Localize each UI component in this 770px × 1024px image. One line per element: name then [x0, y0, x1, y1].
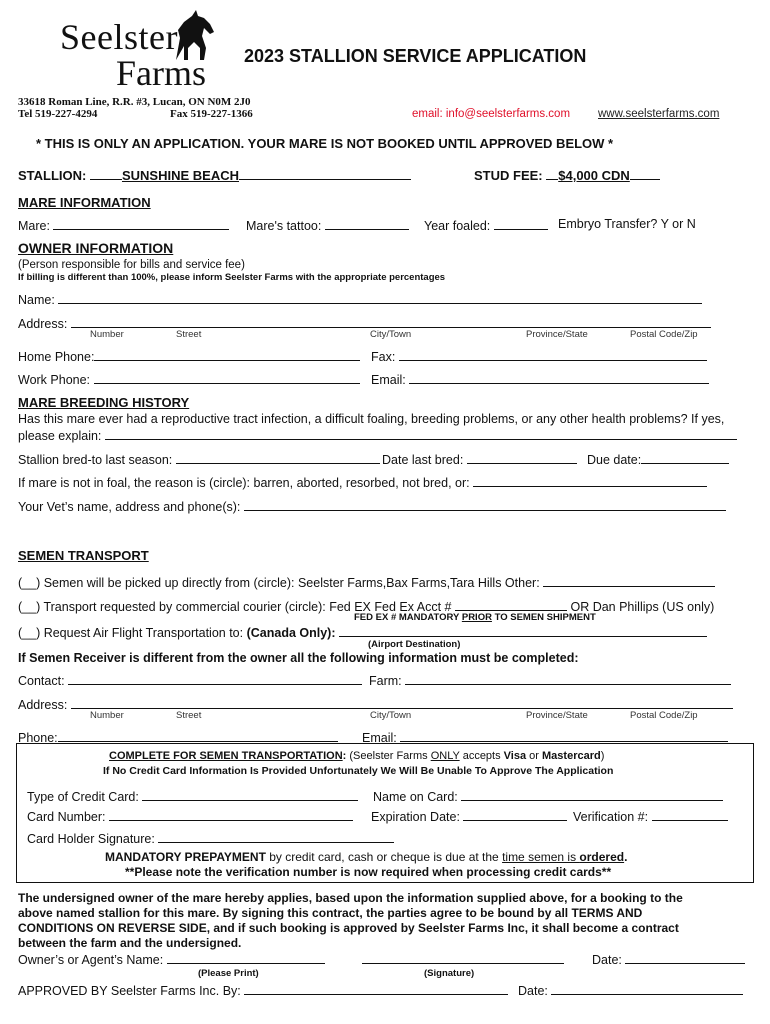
farm-address: 33618 Roman Line, R.R. #3, Lucan, ON N0M 2J0 — [18, 96, 251, 108]
owner-name-field[interactable] — [58, 291, 702, 304]
owner-address-field[interactable] — [71, 315, 711, 328]
owner-date-row — [592, 951, 745, 967]
fedex-note-a: FED EX # MANDATORY — [354, 612, 462, 623]
approved-date-field[interactable] — [551, 982, 743, 995]
owner-agent-label: Owner’s or Agent’s Name: — [18, 953, 164, 967]
owner-name-label: Name: — [18, 293, 55, 307]
owner-address-part-number: Number — [90, 329, 124, 340]
work-phone-row — [18, 371, 360, 387]
transport-phone-field[interactable] — [58, 729, 338, 742]
stallion-row — [18, 167, 411, 183]
receiver-note: If Semen Receiver is different from the owner all the following information must be completed: — [18, 651, 579, 665]
approved-label: APPROVED BY Seelster Farms Inc. By: — [18, 984, 241, 998]
visa-label: Visa — [503, 750, 527, 762]
bred-to-label: Stallion bred-to last season: — [18, 453, 173, 467]
transport-option-pickup-label: (__) Semen will be picked up directly from (circle): Seelster Farms,Bax Farms,Tara Hills Other: — [18, 576, 540, 590]
tattoo-label: Mare's tattoo: — [246, 219, 322, 233]
due-date-field[interactable] — [641, 451, 729, 464]
card-number-label: Card Number: — [27, 810, 106, 824]
home-phone-field[interactable] — [94, 348, 360, 361]
contact-label: Contact: — [18, 674, 65, 688]
foaled-label: Year foaled: — [424, 219, 491, 233]
card-type-row — [27, 788, 358, 804]
expiration-field[interactable] — [463, 808, 567, 821]
owner-email-field[interactable] — [409, 371, 709, 384]
owner-fax-row — [371, 348, 707, 364]
history-explain-field[interactable] — [105, 427, 737, 440]
history-question-line1: Has this mare ever had a reproductive tract infection, a difficult foaling, breeding problems, or any other health problems? If yes, — [18, 412, 725, 426]
card-type-label: Type of Credit Card: — [27, 790, 139, 804]
owner-address-part-postal: Postal Code/Zip — [630, 329, 698, 340]
name-on-card-label: Name on Card: — [373, 790, 458, 804]
vet-label: Your Vet’s name, address and phone(s): — [18, 500, 241, 514]
dan-phillips-label: OR Dan Phillips (US only) — [570, 600, 715, 614]
payment-heading: COMPLETE FOR SEMEN TRANSPORTATION — [109, 750, 343, 762]
card-signature-row — [27, 830, 394, 846]
owner-email-label: Email: — [371, 373, 406, 387]
mare-label: Mare: — [18, 219, 50, 233]
transport-option-air[interactable] — [18, 624, 707, 640]
owner-name-row — [18, 291, 702, 307]
mastercard-label: Mastercard — [542, 750, 601, 762]
owner-signature-row — [18, 951, 564, 967]
horse-icon — [170, 8, 218, 62]
name-on-card-field[interactable] — [461, 788, 723, 801]
contact-field[interactable] — [68, 672, 362, 685]
foaled-row — [424, 217, 548, 233]
owner-signature-field[interactable] — [362, 951, 564, 964]
tattoo-field[interactable] — [325, 217, 409, 230]
transport-email-label: Email: — [362, 731, 397, 745]
stud-fee-value[interactable]: $4,000 CDN — [558, 168, 630, 183]
payment-box — [16, 743, 754, 883]
airport-field[interactable] — [339, 624, 707, 637]
history-question-label: please explain: — [18, 429, 102, 443]
booking-notice: * THIS IS ONLY AN APPLICATION. YOUR MARE IS NOT BOOKED UNTIL APPROVED BELOW * — [36, 136, 614, 151]
pickup-other-field[interactable] — [543, 574, 715, 587]
stallion-value[interactable]: SUNSHINE BEACH — [121, 168, 239, 183]
farm-tel: Tel 519-227-4294 — [18, 108, 98, 120]
page-title: 2023 STALLION SERVICE APPLICATION — [244, 46, 587, 66]
fedex-account-field[interactable] — [455, 598, 567, 611]
approved-signature-field[interactable] — [244, 982, 508, 995]
verification-field[interactable] — [652, 808, 728, 821]
card-number-field[interactable] — [109, 808, 353, 821]
mare-row — [18, 217, 229, 233]
verification-label: Verification #: — [573, 810, 649, 824]
name-on-card-row — [373, 788, 723, 804]
owner-info-heading: OWNER INFORMATION — [18, 240, 174, 256]
farm-field[interactable] — [405, 672, 731, 685]
embryo-transfer[interactable]: Embryo Transfer? Y or N — [558, 217, 696, 231]
agreement-line2: above named stallion for this mare. By signing this contract, the parties agree to be bound by all TERMS AND — [18, 906, 643, 920]
stallion-label: STALLION: — [18, 168, 87, 183]
farm-fax: Fax 519-227-1366 — [170, 108, 253, 120]
approved-row — [18, 982, 508, 998]
owner-address-label: Address: — [18, 317, 68, 331]
owner-address-part-province: Province/State — [526, 329, 588, 340]
transport-phone-label: Phone: — [18, 731, 58, 745]
not-in-foal-label: If mare is not in foal, the reason is (circle): barren, aborted, resorbed, not bred, or: — [18, 476, 470, 490]
owner-sub1: (Person responsible for bills and service fee) — [18, 259, 245, 271]
expiration-row — [371, 808, 567, 824]
work-phone-label: Work Phone: — [18, 373, 91, 387]
history-question-line2 — [18, 427, 737, 443]
logo-text-seelster: Seelster — [60, 17, 178, 57]
payment-heading-row: COMPLETE FOR SEMEN TRANSPORTATION: (Seelster Farms ONLY accepts Visa or Mastercard) — [109, 750, 605, 762]
transport-address-label: Address: — [18, 698, 68, 712]
contact-row — [18, 672, 362, 688]
transport-option-air-label: (__) Request Air Flight Transportation to: — [18, 626, 247, 640]
due-date-label: Due date: — [587, 453, 642, 467]
bred-to-row — [18, 451, 380, 467]
semen-transport-heading: SEMEN TRANSPORT — [18, 548, 149, 563]
due-date-row — [587, 451, 729, 467]
fedex-note-b: TO SEMEN SHIPMENT — [491, 612, 596, 623]
signature-caption: (Signature) — [424, 968, 475, 979]
breeding-history-heading: MARE BREEDING HISTORY — [18, 395, 190, 410]
transport-address-part-province: Province/State — [526, 710, 588, 721]
farm-email[interactable]: email: info@seelsterfarms.com — [412, 108, 571, 120]
owner-fax-field[interactable] — [399, 348, 707, 361]
owner-date-field[interactable] — [625, 951, 745, 964]
fedex-note-prior: PRIOR — [461, 612, 492, 623]
transport-address-part-city: City/Town — [370, 710, 412, 721]
owner-email-row — [371, 371, 709, 387]
stud-fee-row — [474, 167, 660, 183]
farm-website[interactable]: www.seelsterfarms.com — [598, 108, 720, 120]
airport-destination-label: (Airport Destination) — [368, 639, 461, 650]
vet-row — [18, 498, 726, 514]
mare-info-heading: MARE INFORMATION — [18, 195, 151, 210]
home-phone-row — [18, 348, 360, 364]
date-bred-row — [382, 451, 577, 467]
transport-option-courier-label: (__) Transport requested by commercial courier (circle): Fed EX Fed Ex Acct # — [18, 600, 452, 614]
approved-date-label: Date: — [518, 984, 548, 998]
agreement-line3: CONDITIONS ON REVERSE SIDE, and if such booking is approved by Seelster Farms Inc, it shall become a contract — [18, 921, 679, 935]
fedex-note — [354, 612, 596, 623]
expiration-label: Expiration Date: — [371, 810, 460, 824]
transport-address-part-street: Street — [176, 710, 202, 721]
card-type-field[interactable] — [142, 788, 358, 801]
vet-field[interactable] — [244, 498, 726, 511]
farm-label: Farm: — [369, 674, 402, 688]
owner-fax-label: Fax: — [371, 350, 396, 364]
please-print-label: (Please Print) — [198, 968, 259, 979]
date-bred-label: Date last bred: — [382, 453, 464, 467]
logo — [60, 8, 220, 92]
owner-sub2: If billing is different than 100%, please inform Seelster Farms with the appropriate percentages — [18, 272, 446, 283]
transport-address-part-number: Number — [90, 710, 124, 721]
transport-address-field[interactable] — [71, 696, 733, 709]
work-phone-field[interactable] — [94, 371, 360, 384]
mare-name-field[interactable] — [53, 217, 229, 230]
prepayment-note: MANDATORY PREPAYMENT by credit card, cash or cheque is due at the time semen is ordered. — [105, 850, 628, 864]
payment-warning: If No Credit Card Information Is Provided Unfortunately We Will Be Unable To Approve The Application — [103, 765, 614, 777]
owner-print-name-field[interactable] — [167, 951, 325, 964]
home-phone-label: Home Phone: — [18, 350, 95, 364]
card-signature-label: Card Holder Signature: — [27, 832, 155, 846]
transport-email-field[interactable] — [400, 729, 728, 742]
approved-date-row — [518, 982, 743, 998]
canada-only-label: (Canada Only): — [246, 626, 336, 640]
bred-to-field[interactable] — [176, 451, 380, 464]
logo-text-farms: Farms — [116, 53, 206, 93]
owner-address-part-city: City/Town — [370, 329, 412, 340]
date-bred-field[interactable] — [467, 451, 577, 464]
card-signature-field[interactable] — [158, 830, 394, 843]
owner-date-label: Date: — [592, 953, 622, 967]
owner-address-part-street: Street — [176, 329, 202, 340]
tattoo-row — [246, 217, 409, 233]
verification-row — [573, 808, 728, 824]
foaled-field[interactable] — [494, 217, 548, 230]
farm-row — [369, 672, 731, 688]
agreement-line4: between the farm and the undersigned. — [18, 936, 242, 950]
verification-requirement-note: **Please note the verification number is now required when processing credit cards** — [125, 865, 612, 879]
not-in-foal-field[interactable] — [473, 474, 707, 487]
stud-fee-label: STUD FEE: — [474, 168, 543, 183]
transport-option-pickup[interactable] — [18, 574, 715, 590]
not-in-foal-row — [18, 474, 707, 490]
card-number-row — [27, 808, 353, 824]
transport-address-part-postal: Postal Code/Zip — [630, 710, 698, 721]
agreement-line1: The undersigned owner of the mare hereby applies, based upon the information supplied above, for a booking to the — [18, 891, 683, 905]
